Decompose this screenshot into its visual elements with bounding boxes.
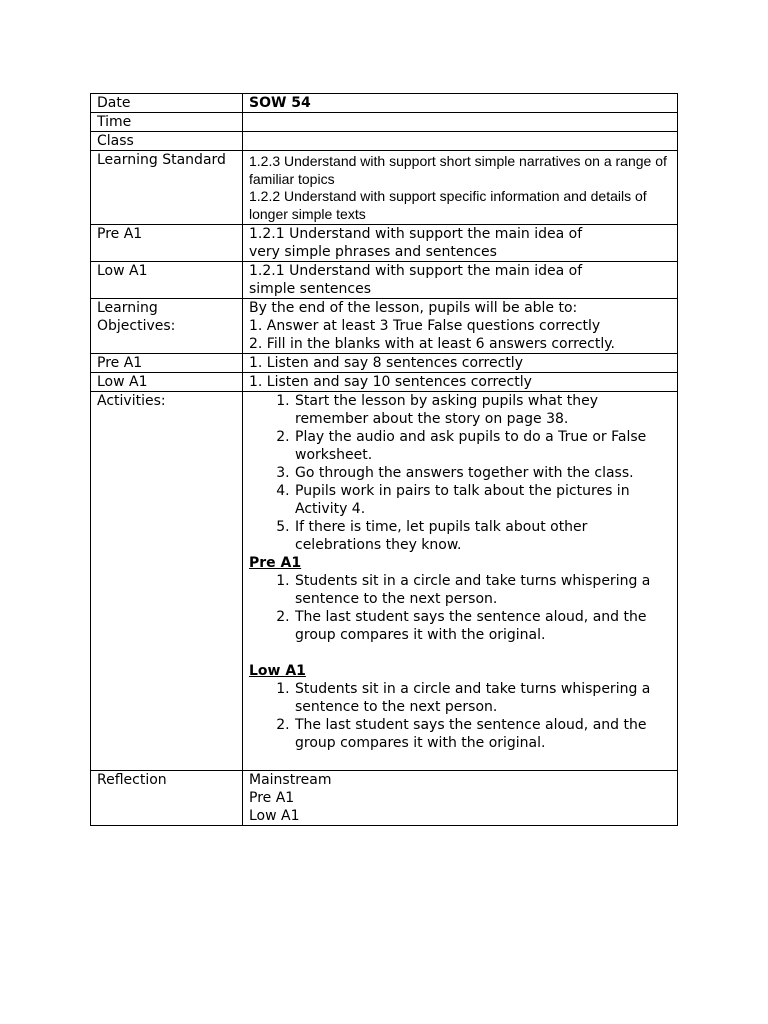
row-low-a1-objective <box>91 373 678 392</box>
row-date <box>91 94 678 113</box>
low-a1-objective-value: 1. Listen and say 10 sentences correctly <box>243 373 678 392</box>
pre-a1-standard-value: 1.2.1 Understand with support the main idea of very simple phrases and sentences <box>243 225 678 262</box>
low-a1-heading: Low A1 <box>249 663 306 679</box>
list-item: 5. If there is time, let pupils talk about other celebrations they know. <box>294 518 671 554</box>
pre-a1-label: Pre A1 <box>91 354 243 373</box>
low-a1-standard-value: 1.2.1 Understand with support the main idea of simple sentences <box>243 262 678 299</box>
list-item: 1. Students sit in a circle and take turns whispering a sentence to the next person. <box>294 680 671 716</box>
date-value: SOW 54 <box>243 94 678 113</box>
standard-line: 1.2.2 Understand with support specific information and details of longer simple texts <box>249 188 647 222</box>
row-reflection <box>91 771 678 826</box>
time-value <box>243 113 678 132</box>
pre-a1-activities-list <box>249 572 671 644</box>
list-item: 1. Students sit in a circle and take turns whispering a sentence to the next person. <box>294 572 671 608</box>
reflection-line: Mainstream <box>249 772 332 788</box>
row-pre-a1-standard <box>91 225 678 262</box>
list-item: 4. Pupils work in pairs to talk about the pictures in Activity 4. <box>294 482 671 518</box>
low-a1-label: Low A1 <box>91 373 243 392</box>
objective-line: By the end of the lesson, pupils will be able to: <box>249 300 578 316</box>
objective-line: 2. Fill in the blanks with at least 6 answers correctly. <box>249 336 615 352</box>
row-pre-a1-objective <box>91 354 678 373</box>
activities-label: Activities: <box>91 392 243 771</box>
row-learning-objectives <box>91 299 678 354</box>
low-a1-activities-list <box>249 680 671 752</box>
main-activities-list <box>249 392 671 554</box>
reflection-value <box>243 771 678 826</box>
list-item: 2. The last student says the sentence aloud, and the group compares it with the original. <box>294 608 671 644</box>
low-a1-label: Low A1 <box>91 262 243 299</box>
row-class <box>91 132 678 151</box>
reflection-line: Low A1 <box>249 808 300 824</box>
learning-standard-label: Learning Standard <box>91 151 243 225</box>
list-item: 1. Start the lesson by asking pupils what they remember about the story on page 38. <box>294 392 671 428</box>
row-low-a1-standard <box>91 262 678 299</box>
list-item: 3. Go through the answers together with the class. <box>294 464 671 482</box>
learning-objectives-label: Learning Objectives: <box>91 299 243 354</box>
list-item: 2. The last student says the sentence aloud, and the group compares it with the original. <box>294 716 671 752</box>
pre-a1-objective-value: 1. Listen and say 8 sentences correctly <box>243 354 678 373</box>
row-learning-standard <box>91 151 678 225</box>
row-activities <box>91 392 678 771</box>
pre-a1-heading: Pre A1 <box>249 555 302 571</box>
lesson-plan-table <box>90 93 678 826</box>
activities-value <box>243 392 678 771</box>
time-label: Time <box>91 113 243 132</box>
pre-a1-label: Pre A1 <box>91 225 243 262</box>
learning-objectives-value <box>243 299 678 354</box>
learning-standard-value <box>243 151 678 225</box>
list-item: 2. Play the audio and ask pupils to do a True or False worksheet. <box>294 428 671 464</box>
objective-line: 1. Answer at least 3 True False questions correctly <box>249 318 601 334</box>
row-time <box>91 113 678 132</box>
standard-line: 1.2.3 Understand with support short simple narratives on a range of familiar topics <box>249 153 667 187</box>
reflection-label: Reflection <box>91 771 243 826</box>
reflection-line: Pre A1 <box>249 790 295 806</box>
date-label: Date <box>91 94 243 113</box>
class-value <box>243 132 678 151</box>
class-label: Class <box>91 132 243 151</box>
